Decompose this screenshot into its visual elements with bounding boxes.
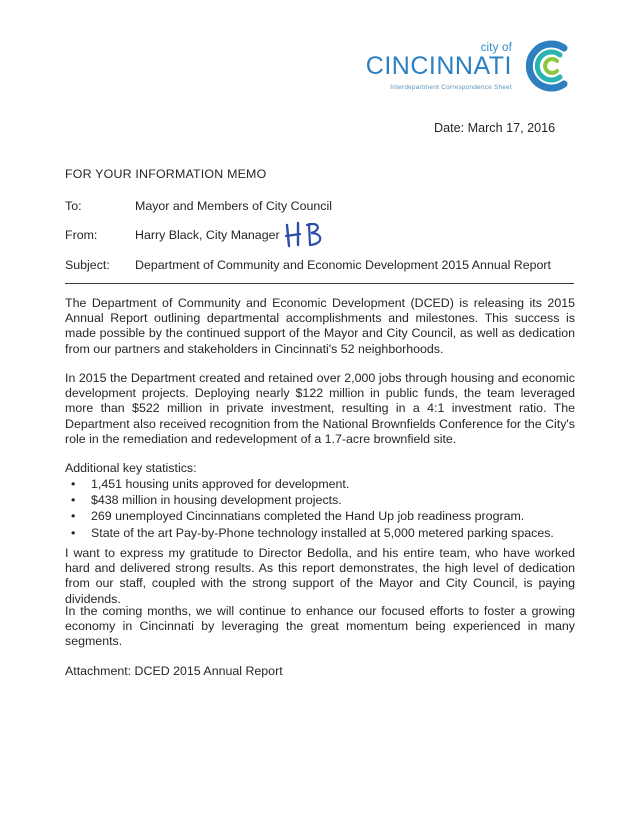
city-logo — [365, 38, 580, 96]
bullet-icon: • — [71, 525, 76, 540]
list-item-text: State of the art Pay-by-Phone technology installed at 5,000 metered parking spaces. — [91, 525, 554, 540]
to-value: Mayor and Members of City Council — [135, 199, 332, 213]
logo-subtitle: Interdepartment Correspondence Sheet — [390, 84, 512, 91]
city-c-logo-icon — [520, 38, 576, 94]
from-label: From: — [65, 228, 98, 242]
bullet-icon: • — [71, 477, 76, 491]
list-item — [65, 525, 585, 541]
paragraph-2015-results: In 2015 the Department created and retained over 2,000 jobs through housing and economic development projects. Deploying nearly $122 million in public funds, the team leveraged more than $522 million in private investment, resulting in a 4:1 investment ratio. The Department also received recognition from the National Brownfields Conference for the City's role in the remediation and redevelopment of a 1.7-acre brownfield site. — [65, 371, 575, 446]
list-item — [65, 508, 585, 524]
key-statistics-list — [65, 476, 585, 541]
handwritten-initials-signature — [283, 219, 333, 249]
subject-value: Department of Community and Economic Development 2015 Annual Report — [135, 258, 551, 272]
list-item-text: 269 unemployed Cincinnatians completed the Hand Up job readiness program. — [91, 509, 525, 524]
header-divider — [65, 283, 574, 284]
paragraph-coming-months: In the coming months, we will continue to enhance our focused efforts to foster a growing economy in Cincinnati by leveraging the great momentum being experienced in many segments. — [65, 604, 575, 649]
list-item — [65, 492, 585, 508]
attachment-line: Attachment: DCED 2015 Annual Report — [65, 664, 283, 678]
logo-city-name: CINCINNATI — [365, 52, 512, 80]
to-label: To: — [65, 199, 82, 213]
logo-city-of: city of — [480, 42, 512, 54]
memo-date: Date: March 17, 2016 — [434, 121, 556, 135]
list-item-text: 1,451 housing units approved for development. — [91, 477, 350, 491]
list-item-text: $438 million in housing development projects. — [91, 493, 342, 508]
list-item — [65, 476, 585, 492]
bullet-icon: • — [71, 509, 76, 524]
bullet-icon: • — [71, 493, 76, 508]
paragraph-intro: The Department of Community and Economic Development (DCED) is releasing its 2015 Annual Report outlining departmental accomplishments and milestones. This success is made possible by the continued support of the Mayor and City Council, as well as dedication from our partners and stakeholders in Cincinnati's 52 neighborhoods. — [65, 296, 575, 356]
memo-type: FOR YOUR INFORMATION MEMO — [65, 167, 267, 181]
paragraph-gratitude: I want to express my gratitude to Director Bedolla, and his entire team, who have worked hard and delivered strong results. As this report demonstrates, the high level of dedication from our staff, coupled with the strong support of the Mayor and City Council, is paying dividends. — [65, 546, 575, 606]
paragraph-statistics-heading: Additional key statistics: — [65, 461, 197, 475]
from-value: Harry Black, City Manager — [135, 228, 280, 242]
subject-label: Subject: — [65, 258, 110, 272]
